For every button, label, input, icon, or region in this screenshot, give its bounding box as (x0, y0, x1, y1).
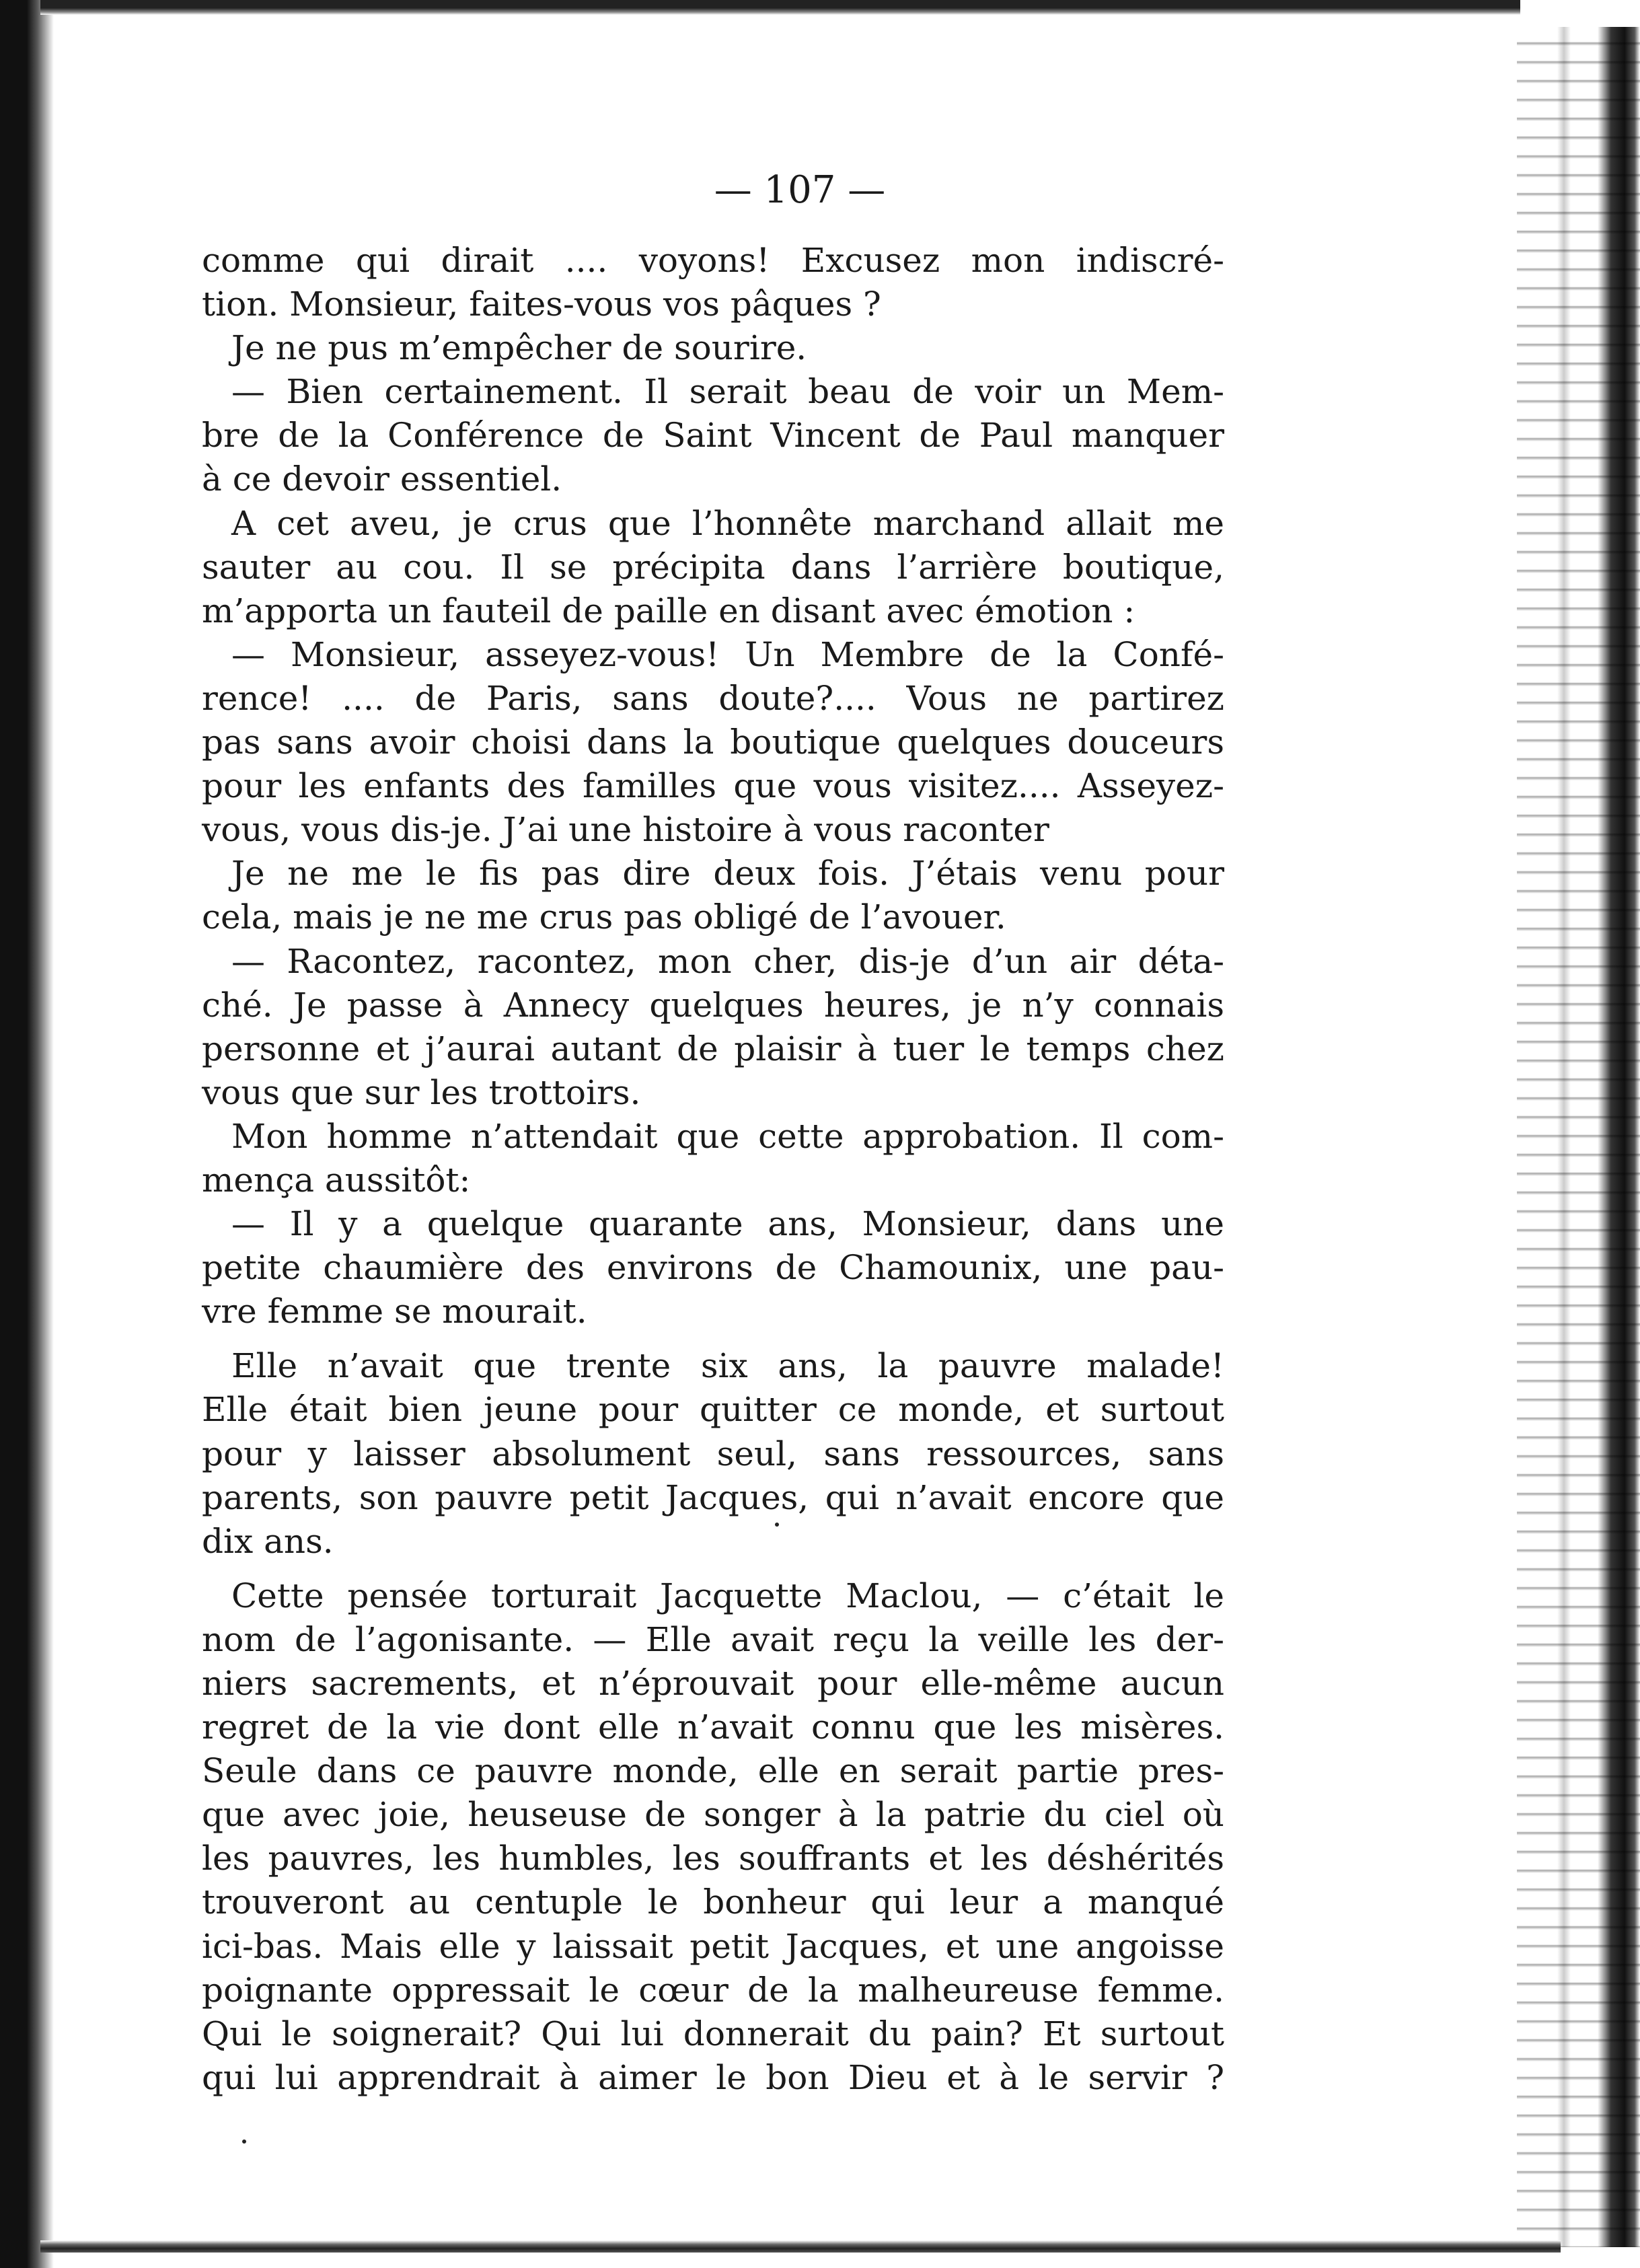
text-line: qui lui apprendrait à aimer le bon Dieu et à le servir ? (202, 2057, 1224, 2097)
text-line: Je ne pus m’empêcher de sourire. (231, 328, 807, 368)
text-line: vre femme se mourait. (202, 1292, 587, 1331)
text-line: tion. Monsieur, faites-vous vos pâques ? (202, 285, 881, 324)
body-text (202, 239, 1224, 2100)
text-line: trouveront au centuple le bonheur qui leur a manqué (202, 1882, 1224, 1922)
ink-speck (242, 2139, 246, 2144)
text-line: bre de la Conférence de Saint Vincent de Paul manquer (202, 416, 1224, 455)
text-line: Cette pensée torturait Jacquette Maclou, — c’était le (231, 1576, 1224, 1615)
text-line: Je ne me le fis pas dire deux fois. J’étais venu pour (231, 854, 1224, 893)
scan-edge-left (0, 0, 54, 2268)
text-line: personne et j’aurai autant de plaisir à tuer le temps chez (202, 1029, 1224, 1068)
scan-edge-top (40, 0, 1520, 15)
text-line: regret de la vie dont elle n’avait connu que les misères. (202, 1708, 1224, 1747)
text-line: sauter au cou. Il se précipita dans l’arrière boutique, (202, 547, 1224, 587)
text-line: à ce devoir essentiel. (202, 460, 562, 499)
text-line: Qui le soignerait? Qui lui donnerait du pain? Et surtout (202, 2014, 1224, 2053)
text-line: nom de l’agonisante. — Elle avait reçu la veille les der- (202, 1619, 1224, 1659)
text-line: petite chaumière des environs de Chamounix, une pau- (202, 1248, 1224, 1288)
text-line: mença aussitôt: (202, 1160, 471, 1200)
text-line: vous, vous dis-je. J’ai une histoire à vous raconter (202, 810, 1049, 850)
text-line: pour les enfants des familles que vous visitez.... Asseyez- (202, 766, 1224, 806)
text-line: — Monsieur, asseyez-vous! Un Membre de la Confé- (231, 634, 1224, 674)
text-line: niers sacrements, et n’éprouvait pour elle-même aucun (202, 1664, 1224, 1703)
scan-edge-right (1517, 27, 1640, 2247)
text-line: m’apporta un fauteil de paille en disant avec émotion : (202, 591, 1135, 630)
text-line: dix ans. (202, 1521, 334, 1561)
page-number: — 107 — (714, 168, 886, 212)
text-line: — Il y a quelque quarante ans, Monsieur, dans une (231, 1204, 1224, 1244)
text-line: — Racontez, racontez, mon cher, dis-je d’un air déta- (231, 941, 1224, 981)
text-line: rence! .... de Paris, sans doute?.... Vous ne partirez (202, 678, 1224, 718)
text-line: Elle n’avait que trente six ans, la pauvre malade! (231, 1346, 1224, 1386)
text-line: Mon homme n’attendait que cette approbation. Il com- (231, 1116, 1224, 1156)
text-line: vous que sur les trottoirs. (202, 1072, 641, 1112)
text-line: — Bien certainement. Il serait beau de voir un Mem- (231, 372, 1224, 412)
text-line: les pauvres, les humbles, les souffrants et les déshérités (202, 1839, 1224, 1878)
text-line: pas sans avoir choisi dans la boutique quelques douceurs (202, 723, 1224, 762)
text-line: Elle était bien jeune pour quitter ce monde, et surtout (202, 1390, 1224, 1430)
text-line: ici-bas. Mais elle y laissait petit Jacques, et une angoisse (202, 1926, 1224, 1966)
text-line: cela, mais je ne me crus pas obligé de l’avouer. (202, 898, 1006, 937)
text-line: comme qui dirait .... voyons! Excusez mon indiscré- (202, 241, 1224, 280)
text-line: A cet aveu, je crus que l’honnête marchand allait me (231, 503, 1224, 543)
text-line: pour y laisser absolument seul, sans ressources, sans (202, 1434, 1224, 1473)
scan-edge-bottom (40, 2240, 1561, 2253)
text-line: Seule dans ce pauvre monde, elle en serait partie pres- (202, 1751, 1224, 1791)
text-line: ché. Je passe à Annecy quelques heures, je n’y connais (202, 985, 1224, 1025)
ink-speck (775, 1523, 779, 1527)
text-line: parents, son pauvre petit Jacques, qui n’avait encore que (202, 1477, 1224, 1517)
text-line: poignante oppressait le cœur de la malheureuse femme. (202, 1970, 1224, 2010)
text-line: que avec joie, heuseuse de songer à la patrie du ciel où (202, 1795, 1224, 1835)
